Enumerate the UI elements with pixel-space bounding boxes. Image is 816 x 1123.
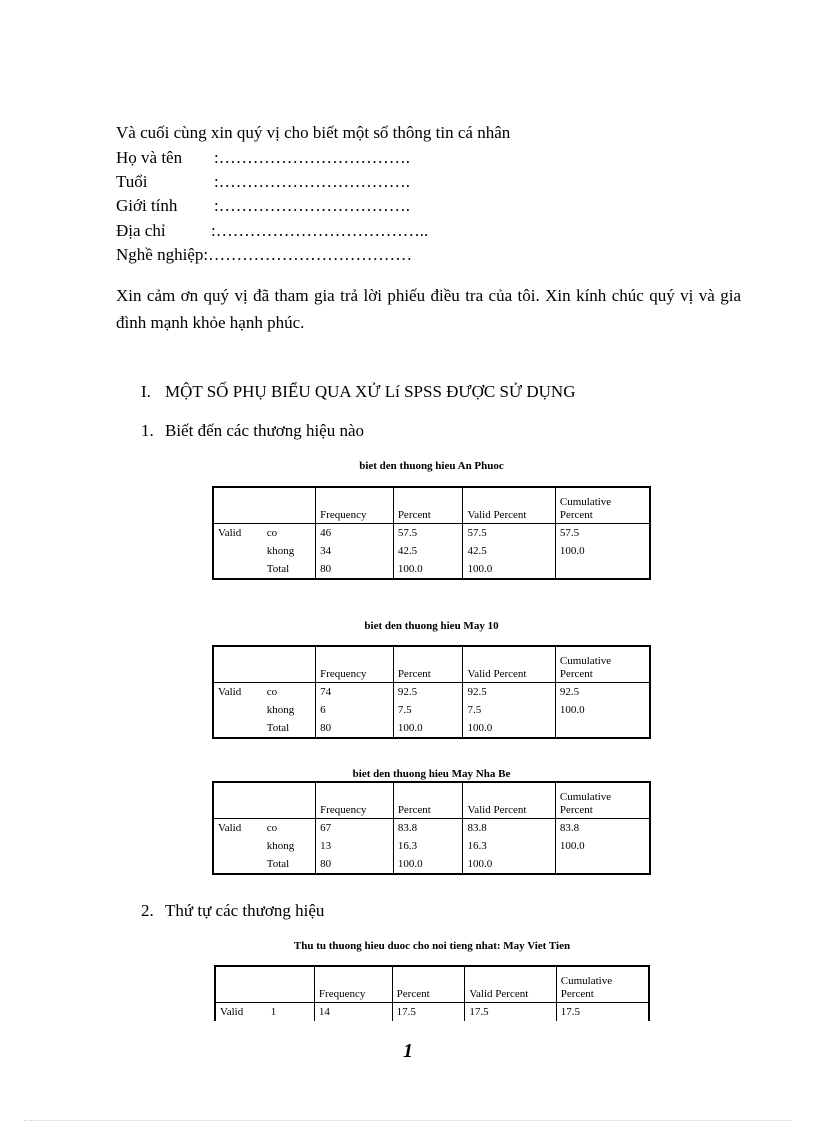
cell-percent: 57.5 — [393, 524, 463, 543]
header-frequency: Frequency — [316, 646, 394, 683]
cell-valid-percent: 83.8 — [463, 819, 555, 838]
cell-frequency: 67 — [316, 819, 394, 838]
table-title: biet den thuong hieu An Phuoc — [359, 460, 504, 472]
header-percent: Percent — [393, 646, 463, 683]
form-dots: :……………………………. — [214, 148, 410, 167]
row-label: co — [266, 686, 278, 698]
row-label: Total — [263, 855, 316, 874]
cell-frequency: 80 — [316, 719, 394, 738]
cell-frequency: 14 — [314, 1003, 392, 1022]
form-dots: :……………………………… — [203, 245, 413, 264]
header-valid-percent: Valid Percent — [463, 782, 555, 819]
cell-valid-percent: 100.0 — [463, 560, 555, 579]
header-percent: Percent — [392, 966, 465, 1003]
closing-paragraph: Xin cảm ơn quý vị đã tham gia trả lời phiếu điều tra của tôi. Xin kính chúc quý vị và gia đình mạnh khỏe hạnh phúc. — [116, 286, 741, 332]
form-row-age — [116, 172, 410, 192]
header-cumulative-percent: Cumulative Percent — [556, 966, 649, 1003]
table-row — [213, 719, 650, 738]
cell-frequency: 80 — [316, 855, 394, 874]
section-heading — [141, 382, 576, 402]
frequency-table-viet-tien — [214, 965, 650, 1021]
cell-frequency: 34 — [316, 542, 394, 560]
cell-frequency: 46 — [316, 524, 394, 543]
header-frequency: Frequency — [316, 487, 394, 524]
intro-text: Và cuối cùng xin quý vị cho biết một số thông tin cá nhân — [116, 123, 511, 142]
page-number: 1 — [403, 1040, 413, 1062]
cell-frequency: 74 — [316, 683, 394, 702]
table-row — [213, 542, 650, 560]
table-row — [213, 701, 650, 719]
cell-cumulative: 83.8 — [555, 819, 650, 838]
section-title: MỘT SỐ PHỤ BIỂU QUA XỬ Lí SPSS ĐƯỢC SỬ DỤNG — [165, 382, 576, 401]
row-label: co — [266, 527, 278, 539]
cell-cumulative: 100.0 — [555, 542, 650, 560]
header-frequency: Frequency — [314, 966, 392, 1003]
cell-cumulative: 92.5 — [555, 683, 650, 702]
row-label: khong — [266, 704, 295, 716]
cell-cumulative: 100.0 — [555, 701, 650, 719]
form-dots: :……………………………. — [214, 196, 410, 215]
row-label: 1 — [270, 1006, 277, 1018]
table-title: biet den thuong hieu May 10 — [364, 620, 499, 632]
cell-percent: 100.0 — [393, 560, 463, 579]
cell-percent: 92.5 — [393, 683, 463, 702]
form-label: Giới tính — [116, 196, 178, 215]
cell-valid-percent: 100.0 — [463, 855, 555, 874]
section-number: I. — [141, 382, 151, 401]
header-valid-percent: Valid Percent — [463, 487, 555, 524]
header-percent: Percent — [393, 782, 463, 819]
row-label: Total — [263, 560, 316, 579]
table-row — [213, 855, 650, 874]
subsection-heading-1 — [141, 421, 364, 441]
cell-percent: 16.3 — [393, 837, 463, 855]
header-frequency: Frequency — [316, 782, 394, 819]
cell-cumulative — [555, 719, 650, 738]
cell-frequency: 80 — [316, 560, 394, 579]
row-group: Valid — [213, 819, 263, 838]
form-row-name — [116, 148, 410, 168]
row-group: Valid — [213, 683, 263, 702]
cell-percent: 42.5 — [393, 542, 463, 560]
cell-cumulative: 17.5 — [556, 1003, 649, 1022]
header-cumulative-percent: Cumulative Percent — [555, 487, 650, 524]
cell-frequency: 6 — [316, 701, 394, 719]
subsection-title: Thứ tự các thương hiệu — [165, 901, 325, 920]
subsection-heading-2 — [141, 901, 324, 921]
subsection-title: Biết đến các thương hiệu nào — [165, 421, 365, 440]
cell-percent: 7.5 — [393, 701, 463, 719]
cell-percent: 100.0 — [393, 855, 463, 874]
header-cumulative-percent: Cumulative Percent — [555, 646, 650, 683]
cell-valid-percent: 92.5 — [463, 683, 555, 702]
row-label: co — [266, 822, 278, 834]
table-row — [215, 1003, 649, 1022]
table-row — [213, 524, 650, 543]
table-title: biet den thuong hieu May Nha Be — [352, 768, 511, 780]
cell-cumulative — [555, 855, 650, 874]
frequency-table-may-nha-be — [212, 781, 651, 875]
form-label: Họ và tên — [116, 148, 183, 167]
header-cumulative-percent: Cumulative Percent — [555, 782, 650, 819]
cell-valid-percent: 17.5 — [465, 1003, 556, 1022]
cell-cumulative: 100.0 — [555, 837, 650, 855]
table-row — [213, 837, 650, 855]
cell-valid-percent: 42.5 — [463, 542, 555, 560]
table-row — [213, 560, 650, 579]
form-row-gender — [116, 196, 410, 216]
form-dots: :……………………………….. — [211, 221, 429, 240]
cell-valid-percent: 100.0 — [463, 719, 555, 738]
row-label: khong — [266, 840, 295, 852]
form-row-occupation — [116, 245, 412, 265]
form-label: Địa chỉ — [116, 221, 166, 240]
frequency-table-an-phuoc — [212, 486, 651, 580]
cell-percent: 17.5 — [392, 1003, 465, 1022]
table-row — [213, 819, 650, 838]
form-row-address — [116, 221, 428, 241]
cell-percent: 83.8 — [393, 819, 463, 838]
header-percent: Percent — [393, 487, 463, 524]
table-title: Thu tu thuong hieu duoc cho noi tieng nhat: May Viet Tien — [293, 940, 571, 952]
header-valid-percent: Valid Percent — [463, 646, 555, 683]
row-label: khong — [266, 545, 295, 557]
page-footer-divider — [24, 1120, 792, 1121]
row-group: Valid — [215, 1003, 265, 1022]
form-dots: :……………………………. — [214, 172, 410, 191]
cell-cumulative — [555, 560, 650, 579]
frequency-table-may-10 — [212, 645, 651, 739]
cell-frequency: 13 — [316, 837, 394, 855]
form-label: Nghề nghiệp — [116, 245, 204, 264]
subsection-number: 1. — [141, 421, 154, 440]
cell-cumulative: 57.5 — [555, 524, 650, 543]
cell-valid-percent: 7.5 — [463, 701, 555, 719]
row-label: Total — [263, 719, 316, 738]
subsection-number: 2. — [141, 901, 154, 920]
row-group: Valid — [213, 524, 263, 543]
cell-valid-percent: 57.5 — [463, 524, 555, 543]
cell-valid-percent: 16.3 — [463, 837, 555, 855]
table-row — [213, 683, 650, 702]
cell-percent: 100.0 — [393, 719, 463, 738]
header-valid-percent: Valid Percent — [465, 966, 556, 1003]
form-label: Tuổi — [116, 172, 148, 191]
